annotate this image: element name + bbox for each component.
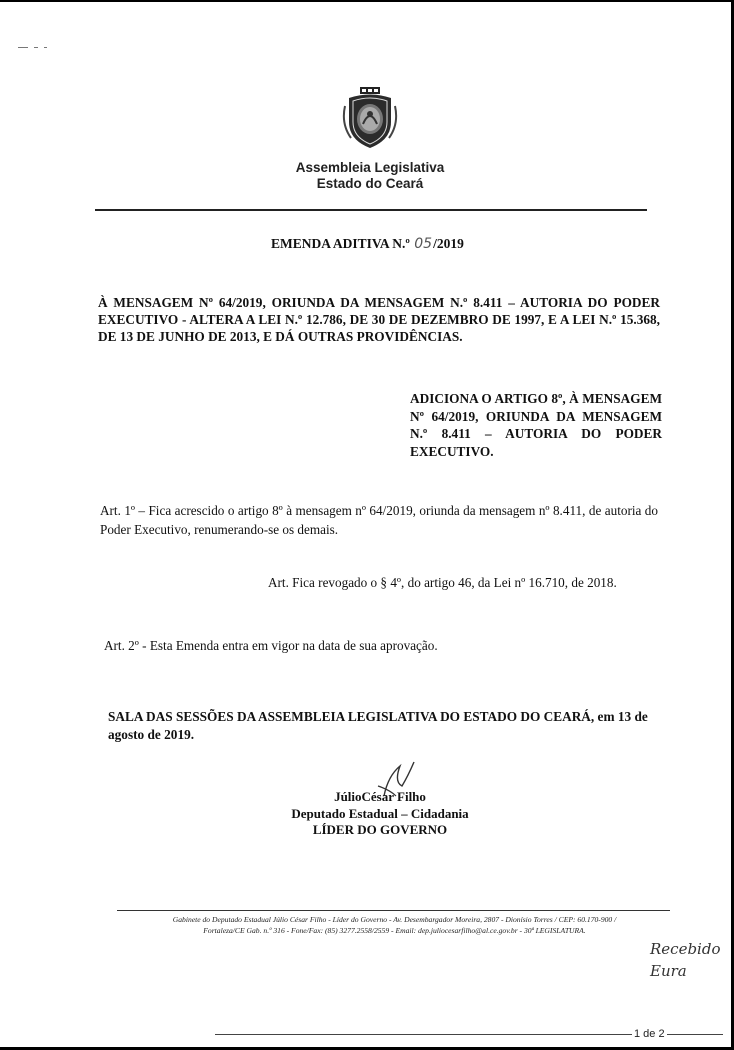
institution-name: Assembleia Legislativa	[295, 160, 445, 175]
scan-specks	[18, 38, 68, 42]
article-1: Art. 1º – Fica acrescido o artigo 8º à mensagem nº 64/2019, oriunda da mensagem nº 8.411, de autoria do Poder Executivo, renumerando-se os demais.	[100, 503, 658, 537]
article-2: Art. 2º - Esta Emenda entra em vigor na data de sua aprovação.	[104, 638, 438, 653]
signatory-title: LÍDER DO GOVERNO	[312, 822, 448, 837]
ementa-paragraph: À MENSAGEM Nº 64/2019, ORIUNDA DA MENSAGEM N.º 8.411 – AUTORIA DO PODER EXECUTIVO - ALTERA A LEI N.º 12.786, DE 30 DE DEZEMBRO DE 1997, E A LEI N.º 15.368, DE 13 DE JUNHO DE 2013, E DÁ OUTRAS PROVIDÊNCIAS.	[98, 295, 660, 344]
sala-das-sessoes: SALA DAS SESSÕES DA ASSEMBLEIA LEGISLATIVA DO ESTADO DO CEARÁ, em 13 de agosto de 2019.	[108, 709, 648, 742]
state-crest-icon	[341, 86, 399, 150]
footer-address	[117, 914, 672, 936]
page-number: 1 de 2	[634, 1028, 665, 1040]
footer-line-2: Fortaleza/CE Gab. n.º 316 - Fone/Fax: (85) 3277.2558/2559 - Email: dep.juliocesarfilho@al.ce.gov.br - 30ª LEGISLATURA.	[203, 926, 586, 935]
footer-divider	[117, 910, 670, 911]
adiciona-paragraph: ADICIONA O ARTIGO 8º, À MENSAGEM Nº 64/2019, ORIUNDA DA MENSAGEM N.º 8.411 – AUTORIA DO PODER EXECUTIVO.	[410, 391, 662, 459]
signatory-role: Deputado Estadual – Cidadania	[291, 806, 469, 821]
article-revoga: Art. Fica revogado o § 4º, do artigo 46, da Lei nº 16.710, de 2018.	[268, 575, 617, 590]
document-title	[271, 236, 464, 252]
title-year: /2019	[433, 236, 464, 251]
handwritten-number: 05	[414, 236, 433, 252]
signatory-name: JúlioCésar Filho	[334, 789, 426, 804]
title-prefix: EMENDA ADITIVA N.º	[271, 236, 410, 251]
footer-line-1: Gabinete do Deputado Estadual Júlio César Filho - Líder do Governo - Av. Desembargador Moreira, 2807 - Dionísio Torres / CEP: 60.170-900 /	[172, 915, 617, 924]
handwritten-note-1: Recebido	[650, 940, 721, 958]
handwritten-note-2: Eura	[650, 962, 687, 980]
header-divider	[95, 209, 647, 211]
page-edge-top	[0, 0, 734, 2]
state-name: Estado do Ceará	[316, 176, 424, 191]
